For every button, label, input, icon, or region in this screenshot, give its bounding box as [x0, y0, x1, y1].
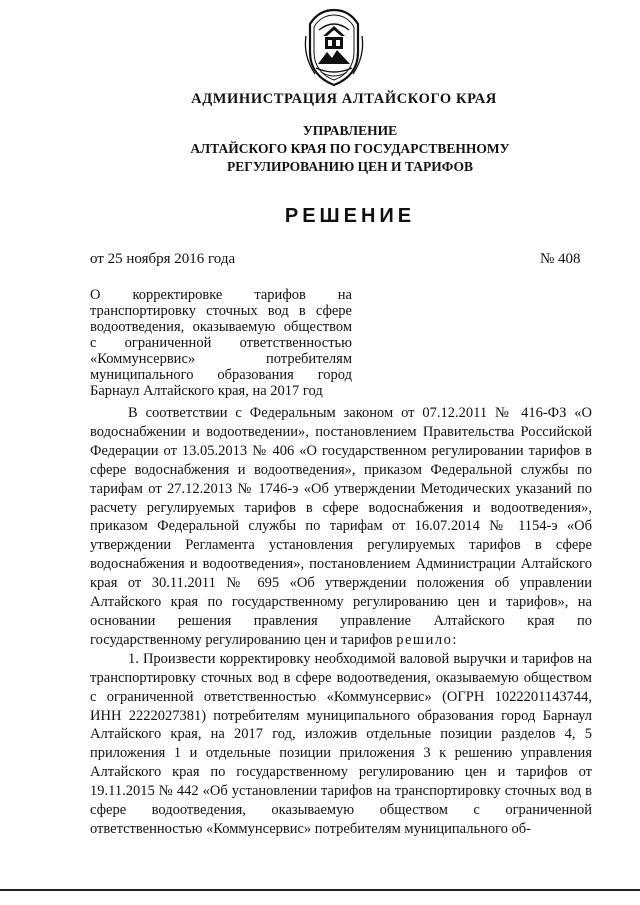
coat-of-arms-icon	[301, 6, 367, 88]
document-number: № 408	[540, 251, 581, 267]
department-line: АЛТАЙСКОГО КРАЯ ПО ГОСУДАРСТВЕННОМУ	[190, 141, 510, 156]
department-line: РЕГУЛИРОВАНИЮ ЦЕН И ТАРИФОВ	[226, 159, 474, 174]
document-title: РЕШЕНИЕ	[284, 205, 416, 227]
document-date: от 25 ноября 2016 года	[90, 251, 236, 267]
item-1-paragraph: 1. Произвести корректировку необходимой валовой выручки и тарифов на транспортировку сточных вод в сфере водоотведения, оказываемую обществом с ограниченной ответственностью «Коммунсервис» (ОГРН 1022201143744, ИНН 2222027381) потребителям муниципального образования город Барнаул Алтайского края, на 2017 год, изложив отдельные позиции разделов 4, 5 приложения 1 и отдельные позиции приложения 3 к решению управления Алтайского края по государственному регулированию цен и тарифов от 19.11.2015 № 442 «Об установлении тарифов на транспортировку сточных вод в сфере водоотведения, оказываемую обществом с ограниченной ответственностью «Коммунсервис» потребителям муниципального об-	[90, 650, 592, 837]
preamble-paragraph	[90, 404, 592, 650]
bottom-divider	[0, 889, 640, 891]
administration-title: АДМИНИСТРАЦИЯ АЛТАЙСКОГО КРАЯ	[191, 91, 497, 107]
preamble-text: В соответствии с Федеральным законом от 07.12.2011 № 416-ФЗ «О водоснабжении и водоотведении», постановлением Правительства Российской Федерации от 13.05.2013 № 406 «О государственном регулировании тарифов в сфере водоснабжения и водоотведения», приказом Федеральной службы по тарифам от 27.12.2013 № 1746-э «Об утверждении Методических указаний по расчету регулируемых тарифов в сфере водоснабжения и водоотведения», приказом Федеральной службы по тарифам от 16.07.2014 № 1154-э «Об утверждении Регламента установления регулируемых тарифов в сфере водоснабжения и водоотведения», постановлением Администрации Алтайского края от 30.11.2011 № 695 «Об утверждении положения об управлении Алтайского края по государственному регулированию цен и тарифов», на основании решения правления управление Алтайского края по государственному регулированию цен и тарифов	[90, 405, 592, 648]
document-body	[90, 404, 592, 839]
resolved-word: решило:	[396, 631, 458, 648]
department-title	[30, 122, 640, 176]
department-line: УПРАВЛЕНИЕ	[302, 123, 398, 138]
document-subject: О корректировке тарифов на транспортировку сточных вод в сфере водоотведения, оказываемую обществом с ограниченной ответственностью «Коммунсервис» потребителям муниципального образования город Барнаул Алтайского края, на 2017 год	[90, 287, 352, 399]
